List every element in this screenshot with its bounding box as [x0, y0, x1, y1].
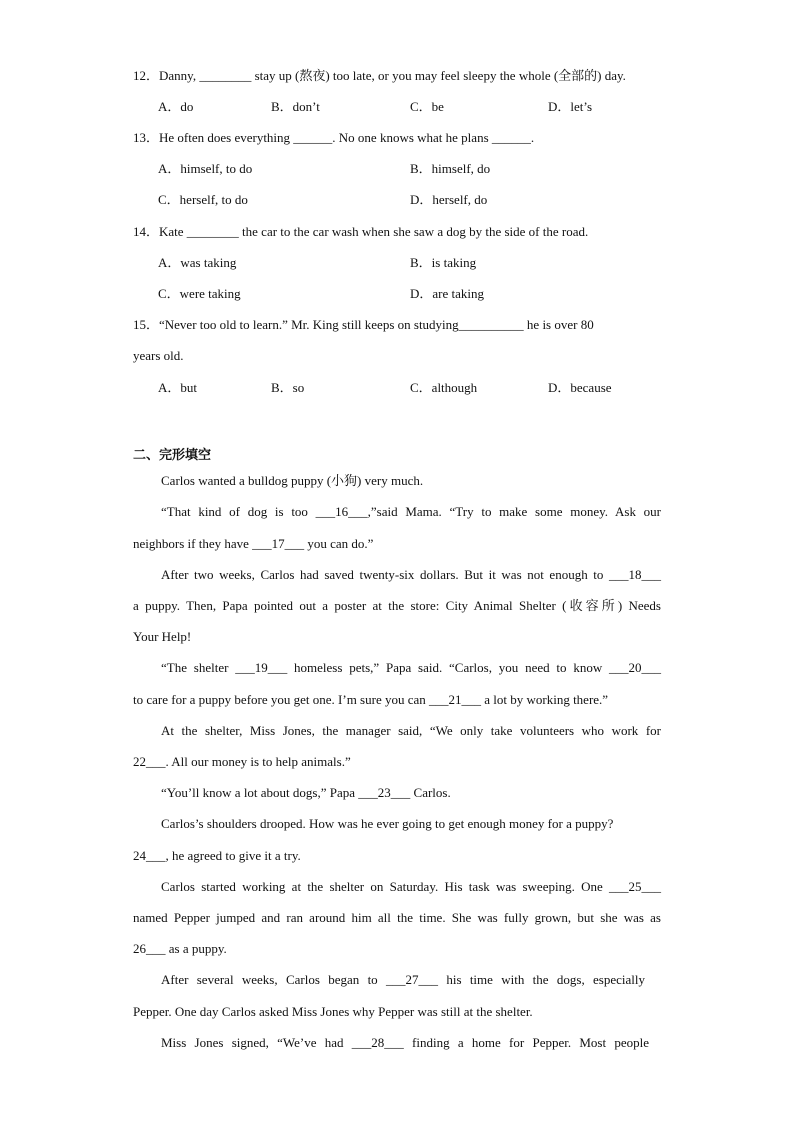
- passage-line: “That kind of dog is too ___16___,”said Mama. “Try to make some money. Ask our: [161, 504, 661, 519]
- question-15-option-a: A．but: [158, 380, 198, 395]
- question-15-option-d: D．because: [548, 380, 612, 395]
- question-14-option-d: D．are taking: [410, 286, 485, 301]
- passage-line: After several weeks, Carlos began to ___27___ his time with the dogs, especially: [161, 972, 645, 987]
- passage-line: neighbors if they have ___17___ you can do.”: [133, 536, 374, 551]
- question-14-option-b: B．is taking: [410, 255, 477, 270]
- question-13-option-d: D．herself, do: [410, 192, 488, 207]
- question-13-option-a: A．himself, to do: [158, 161, 253, 176]
- question-12-option-b: B．don’t: [271, 99, 320, 114]
- passage-line: Carlos’s shoulders drooped. How was he ever going to get enough money for a puppy?: [161, 816, 614, 831]
- question-15-option-c: C．although: [410, 380, 478, 395]
- section-heading: 二、完形填空: [133, 447, 212, 462]
- question-12-option-a: A．do: [158, 99, 194, 114]
- question-14-option-c: C．were taking: [158, 286, 241, 301]
- question-15-stem-continued: years old.: [133, 348, 184, 363]
- question-12-option-c: C．be: [410, 99, 444, 114]
- question-15-option-b: B．so: [271, 380, 305, 395]
- passage-line: “The shelter ___19___ homeless pets,” Papa said. “Carlos, you need to know ___20___: [161, 660, 661, 675]
- passage-line: to care for a puppy before you get one. I’m sure you can ___21___ a lot by working there.”: [133, 692, 609, 707]
- passage-line: Carlos wanted a bulldog puppy (小狗) very much.: [161, 473, 424, 488]
- question-14-stem: 14．Kate ________ the car to the car wash when she saw a dog by the side of the road.: [133, 224, 589, 239]
- question-12-option-d: D．let’s: [548, 99, 593, 114]
- question-15-stem: 15．“Never too old to learn.” Mr. King still keeps on studying__________ he is over 80: [133, 317, 594, 332]
- passage-line: named Pepper jumped and ran around him all the time. She was fully grown, but she was as: [133, 910, 661, 925]
- passage-line: Miss Jones signed, “We’ve had ___28___ finding a home for Pepper. Most people: [161, 1035, 649, 1050]
- passage-line: Your Help!: [133, 629, 192, 644]
- passage-line: At the shelter, Miss Jones, the manager said, “We only take volunteers who work for: [161, 723, 661, 738]
- passage-line: After two weeks, Carlos had saved twenty-six dollars. But it was not enough to ___18___: [161, 567, 661, 582]
- passage-line: Pepper. One day Carlos asked Miss Jones why Pepper was still at the shelter.: [133, 1004, 533, 1019]
- passage-line: Carlos started working at the shelter on Saturday. His task was sweeping. One ___25___: [161, 879, 661, 894]
- passage-line: 26___ as a puppy.: [133, 941, 227, 956]
- passage-line: 22___. All our money is to help animals.”: [133, 754, 351, 769]
- question-14-option-a: A．was taking: [158, 255, 237, 270]
- passage-line: a puppy. Then, Papa pointed out a poster at the store: City Animal Shelter (收容所) Needs: [133, 598, 661, 613]
- question-12-stem: 12．Danny, ________ stay up (熬夜) too late, or you may feel sleepy the whole (全部的) day.: [133, 68, 626, 83]
- question-13-option-b: B．himself, do: [410, 161, 491, 176]
- question-13-option-c: C．herself, to do: [158, 192, 248, 207]
- passage-line: “You’ll know a lot about dogs,” Papa ___23___ Carlos.: [161, 785, 451, 800]
- question-13-stem: 13．He often does everything ______. No one knows what he plans ______.: [133, 130, 535, 145]
- passage-line: 24___, he agreed to give it a try.: [133, 848, 301, 863]
